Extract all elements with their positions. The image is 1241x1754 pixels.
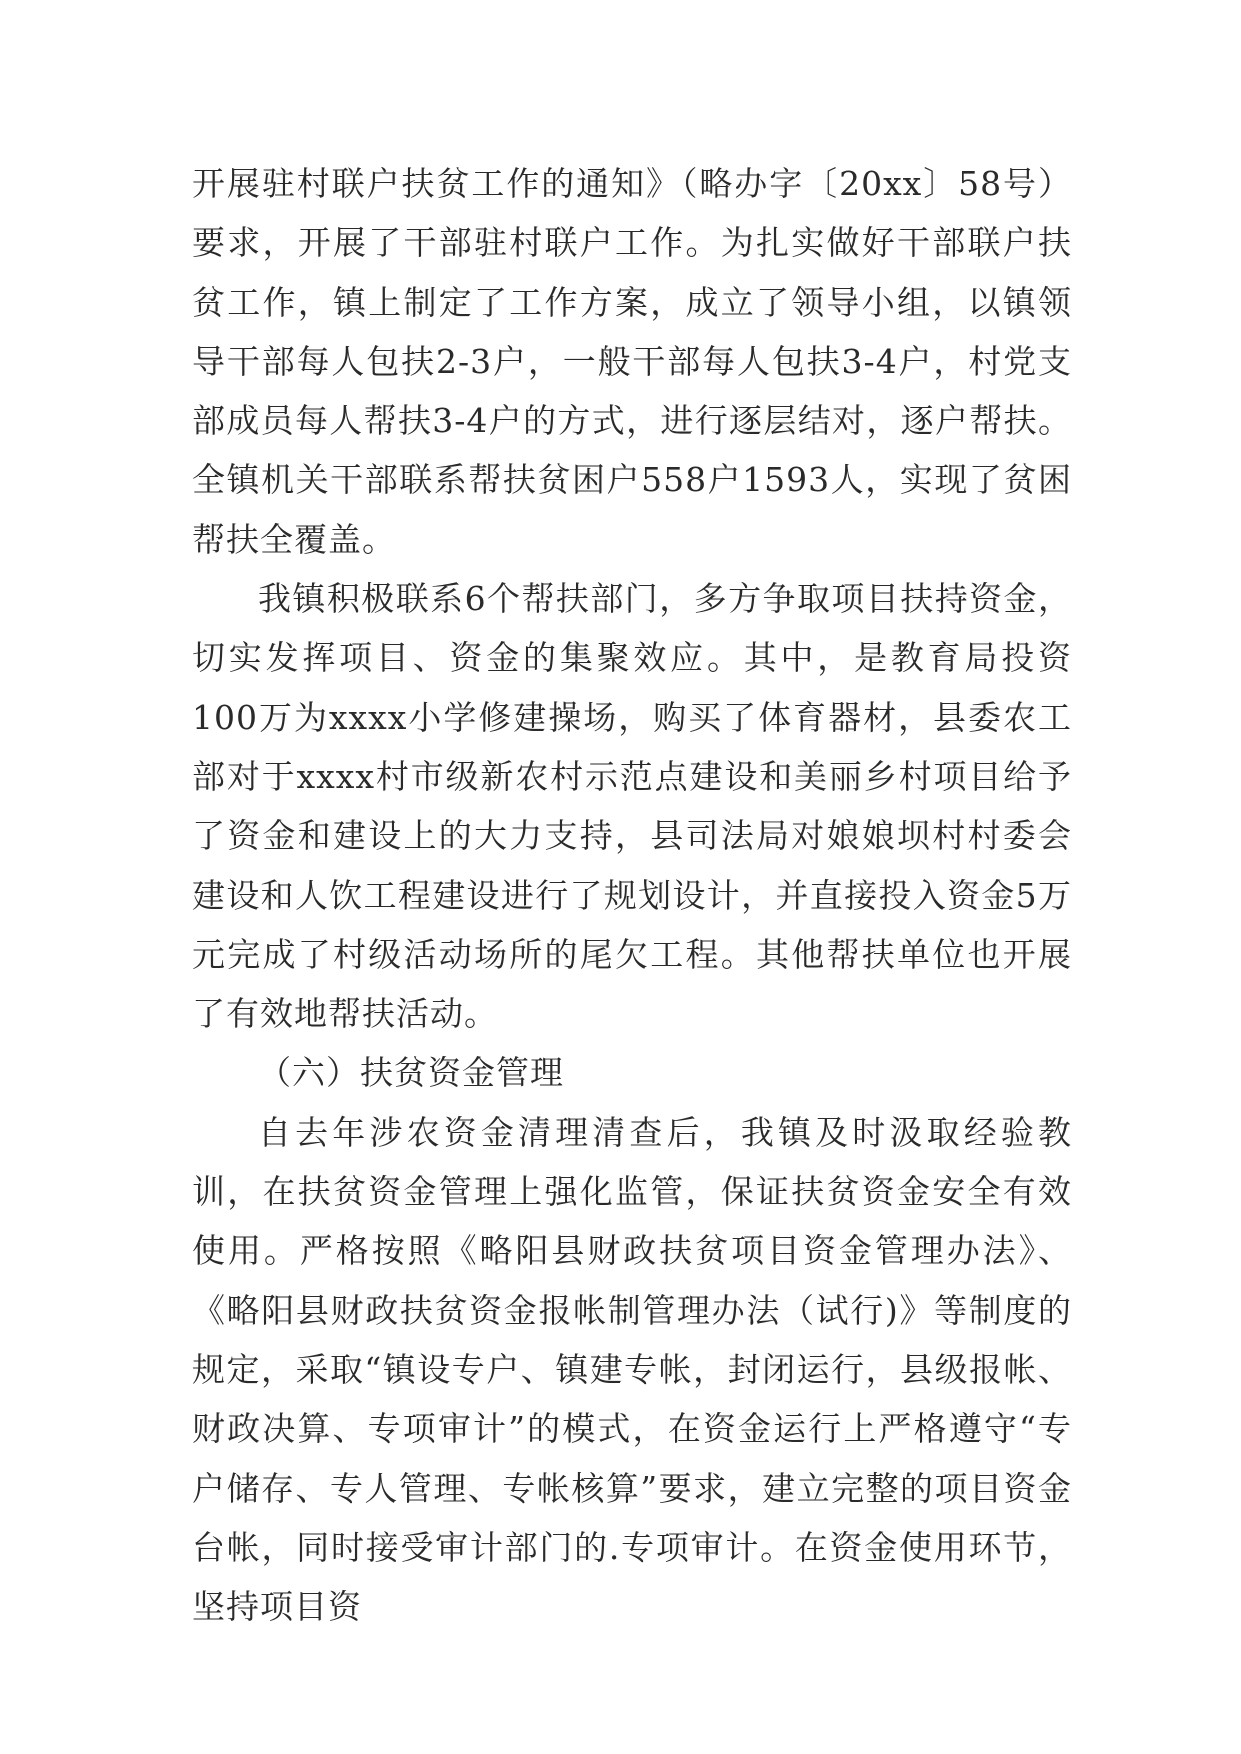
section-heading-fund-management: （六）扶贫资金管理	[258, 1053, 564, 1093]
paragraph-fund-management: 自去年涉农资金清理清查后，我镇及时汲取经验教训，在扶贫资金管理上强化监管，保证扶贫资金安全有效使用。严格按照《略阳县财政扶贫项目资金管理办法》、《略阳县财政扶贫资金报帐制管理办法（试行)》等制度的规定，采取“镇设专户、镇建专帐，封闭运行，县级报帐、财政决算、专项审计”的模式，在资金运行上严格遵守“专户储存、专人管理、专帐核算”要求，建立完整的项目资金台帐，同时接受审计部门的.专项审计。在资金使用环节，坚持项目资	[192, 1112, 1072, 1627]
paragraph-assistance-departments: 我镇积极联系6个帮扶部门，多方争取项目扶持资金，切实发挥项目、资金的集聚效应。其中，是教育局投资100万为xxxx小学修建操场，购买了体育器材，县委农工部对于xxxx村市级新农村示范点建设和美丽乡村项目给予了资金和建设上的大力支持，县司法局对娘娘坝村村委会建设和人饮工程建设进行了规划设计，并直接投入资金5万元完成了村级活动场所的尾欠工程。其他帮扶单位也开展了有效地帮扶活动。	[192, 579, 1072, 1034]
paragraph-continuation: 开展驻村联户扶贫工作的通知》（略办字〔20xx〕58号）要求，开展了干部驻村联户工作。为扎实做好干部联户扶贫工作，镇上制定了工作方案，成立了领导小组，以镇领导干部每人包扶2-3户，一般干部每人包扶3-4户，村党支部成员每人帮扶3-4户的方式，进行逐层结对，逐户帮扶。全镇机关干部联系帮扶贫困户558户1593人，实现了贫困帮扶全覆盖。	[192, 164, 1072, 559]
document-body	[192, 154, 1072, 1636]
